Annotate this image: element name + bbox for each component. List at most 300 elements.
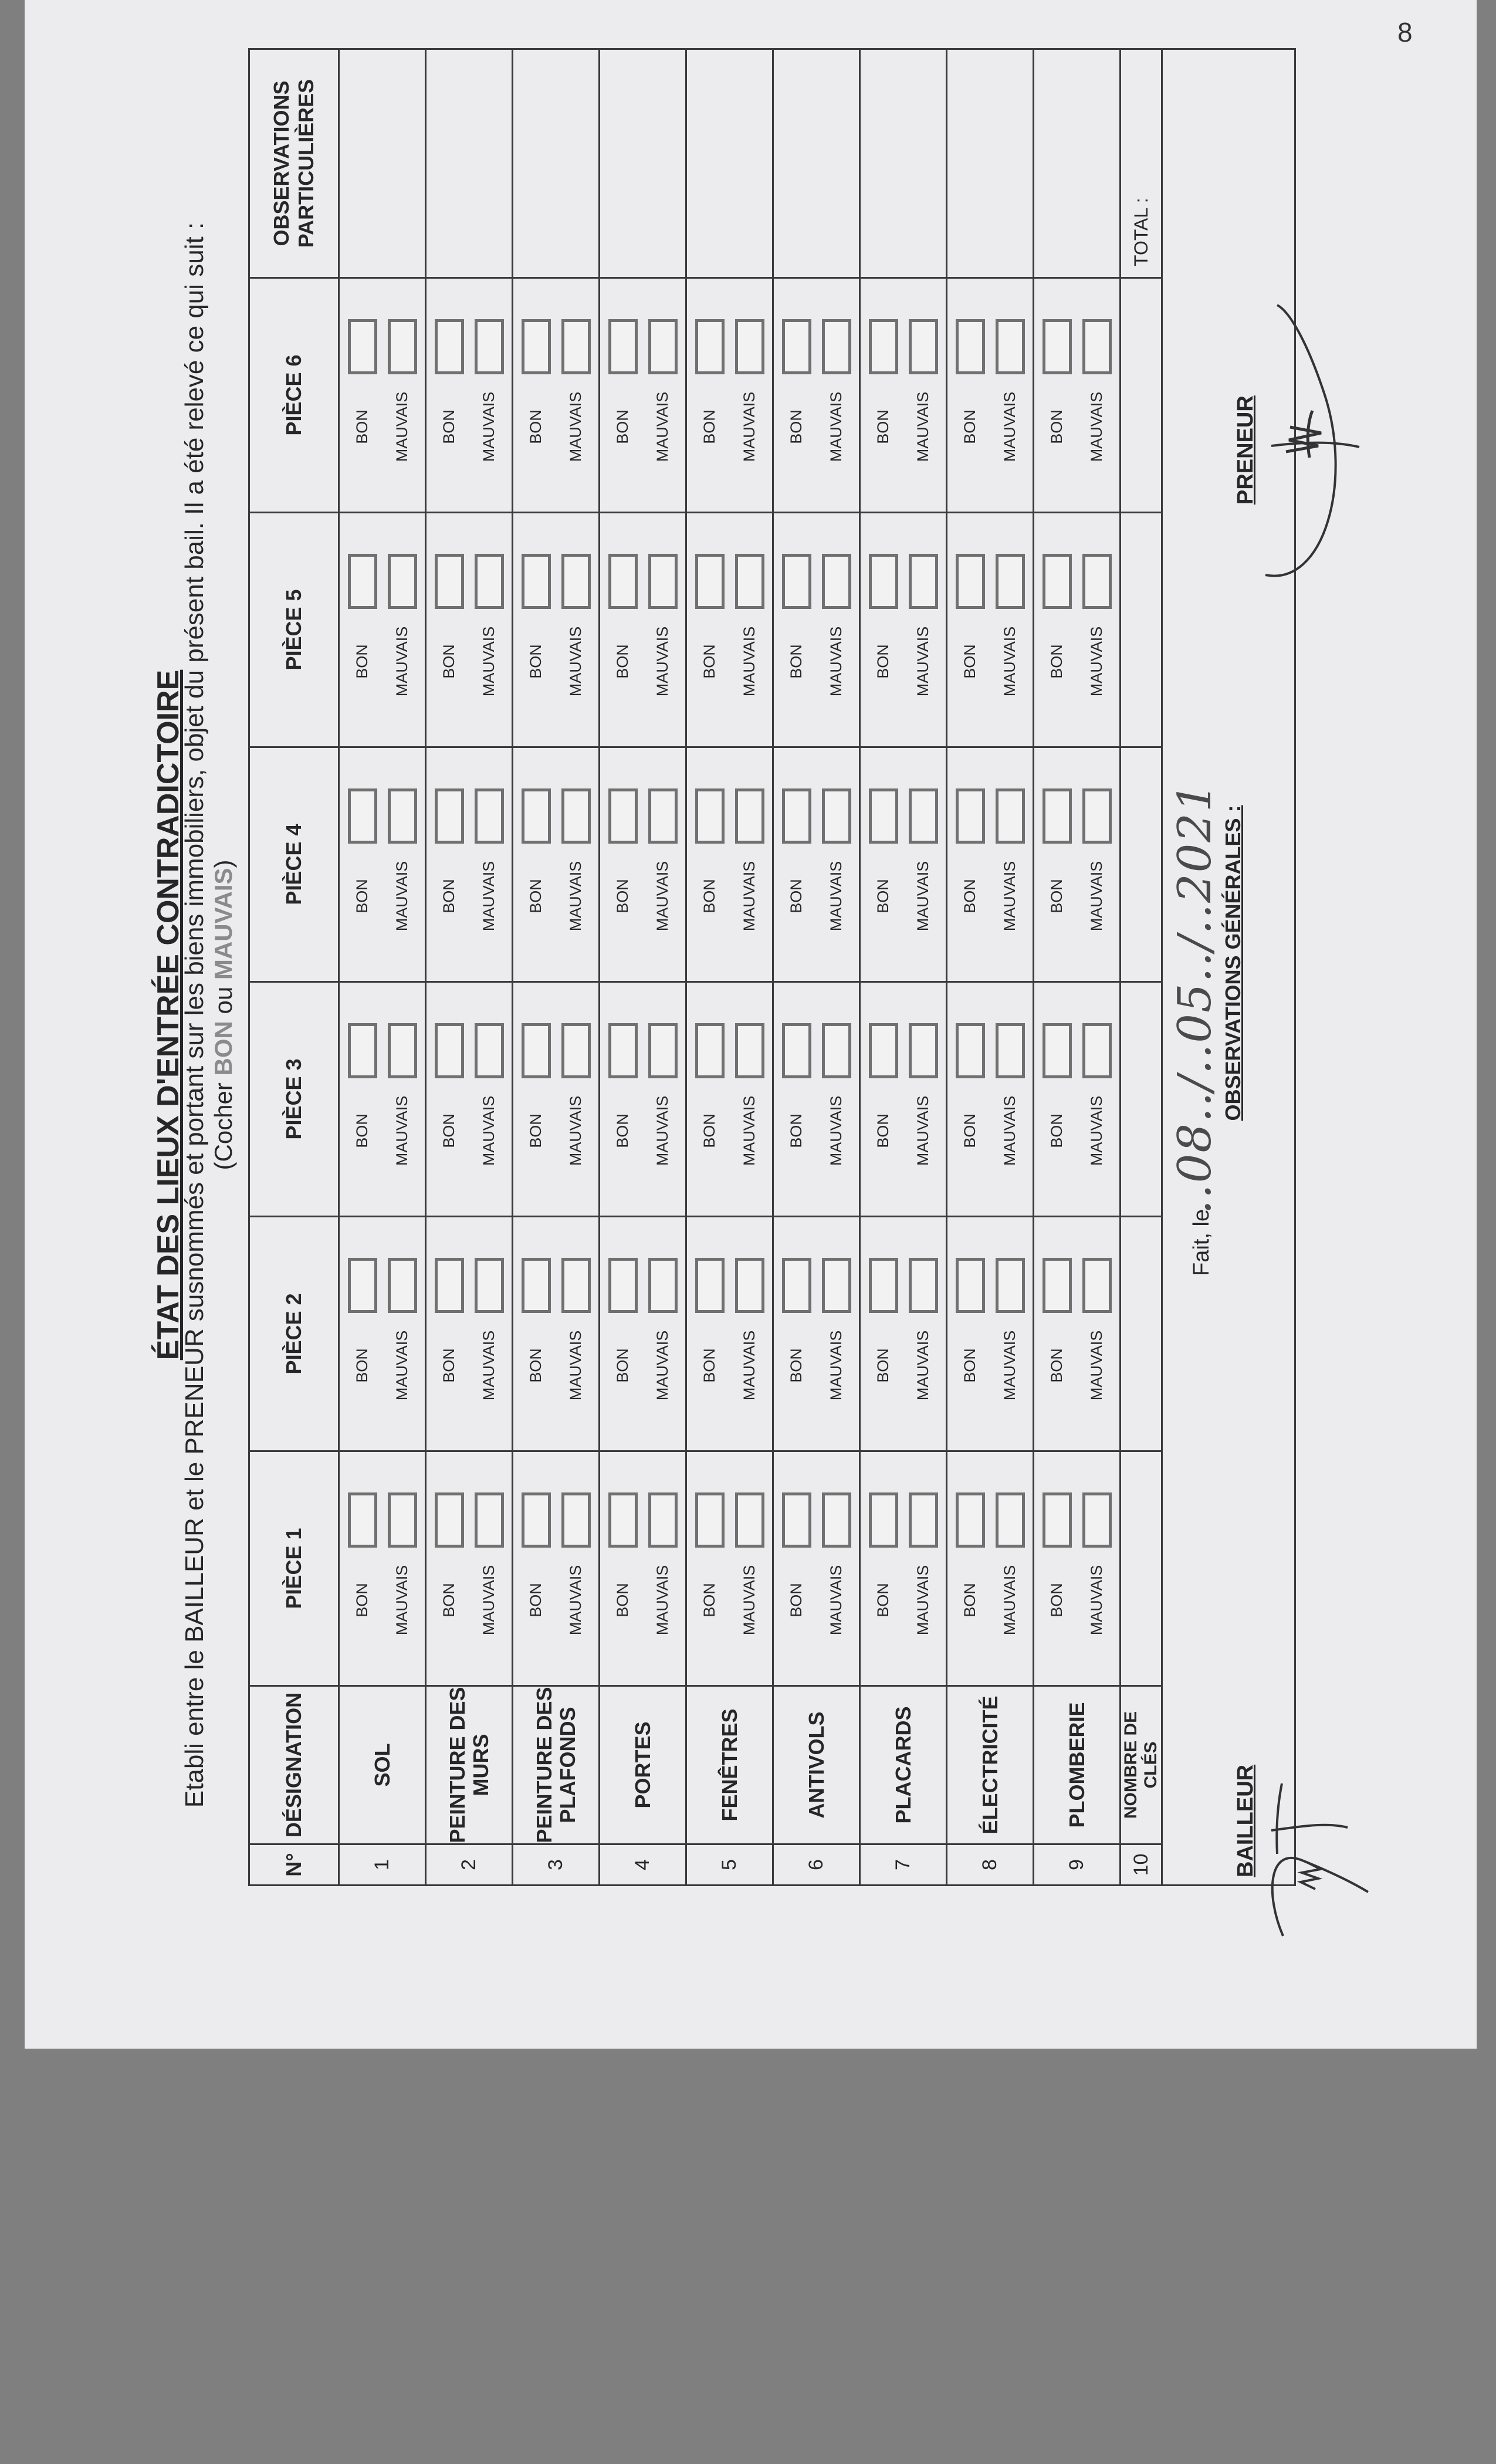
mauvais-option <box>903 279 943 512</box>
room-state-cell <box>513 513 600 747</box>
bon-checkbox[interactable] <box>1043 554 1072 610</box>
bon-checkbox[interactable] <box>348 320 377 375</box>
bon-checkbox[interactable] <box>608 1024 638 1079</box>
mauvais-option <box>730 748 770 981</box>
bon-checkbox[interactable] <box>1043 1024 1072 1079</box>
bon-checkbox[interactable] <box>782 554 811 610</box>
bon-checkbox[interactable] <box>608 1493 638 1548</box>
mauvais-checkbox[interactable] <box>475 1258 504 1314</box>
bon-option <box>950 1217 990 1450</box>
bon-checkbox[interactable] <box>956 1493 985 1548</box>
keys-cell[interactable] <box>1121 513 1162 747</box>
mauvais-checkbox[interactable] <box>648 320 678 375</box>
room-state-cell <box>426 1451 513 1686</box>
mauvais-checkbox[interactable] <box>735 554 764 610</box>
mauvais-checkbox[interactable] <box>735 1493 764 1548</box>
bon-checkbox[interactable] <box>956 554 985 610</box>
mauvais-checkbox[interactable] <box>735 789 764 844</box>
bon-checkbox[interactable] <box>695 1024 725 1079</box>
bon-checkbox[interactable] <box>695 789 725 844</box>
mauvais-option <box>643 1452 683 1685</box>
bailleur-signature <box>1260 1772 1371 1948</box>
mauvais-label: MAUVAIS <box>654 391 671 462</box>
keys-total: TOTAL : <box>1121 49 1162 278</box>
room-state-cell <box>1034 1451 1121 1686</box>
bon-checkbox[interactable] <box>782 1493 811 1548</box>
mauvais-label: MAUVAIS <box>567 1330 584 1401</box>
mauvais-checkbox[interactable] <box>561 1493 591 1548</box>
bon-checkbox[interactable] <box>956 320 985 375</box>
bon-checkbox[interactable] <box>782 1024 811 1079</box>
bon-checkbox[interactable] <box>348 1258 377 1314</box>
mauvais-checkbox[interactable] <box>735 1258 764 1314</box>
mauvais-option <box>556 748 596 981</box>
bon-label: BON <box>1048 644 1065 679</box>
mauvais-checkbox[interactable] <box>909 789 938 844</box>
row-designation: PEINTURE DES MURS <box>426 1686 513 1844</box>
bon-option <box>429 1452 469 1685</box>
mauvais-checkbox[interactable] <box>388 1493 417 1548</box>
row-number: 5 <box>686 1844 773 1886</box>
bon-label: BON <box>527 409 544 444</box>
bon-checkbox[interactable] <box>435 1493 464 1548</box>
mauvais-checkbox[interactable] <box>1082 554 1112 610</box>
bon-checkbox[interactable] <box>522 554 551 610</box>
mauvais-option <box>730 1217 770 1450</box>
mauvais-checkbox[interactable] <box>388 554 417 610</box>
mauvais-option <box>383 1452 422 1685</box>
bon-option <box>343 983 383 1216</box>
room-state-cell <box>860 513 947 747</box>
mauvais-checkbox[interactable] <box>475 554 504 610</box>
bon-option <box>690 513 730 746</box>
mauvais-option <box>556 983 596 1216</box>
room-state-cell <box>1034 278 1121 513</box>
mauvais-option <box>990 1217 1030 1450</box>
room-state-cell <box>513 1451 600 1686</box>
bon-label: BON <box>527 1113 544 1148</box>
mauvais-checkbox[interactable] <box>388 320 417 375</box>
instruction-suffix: ) <box>209 859 237 868</box>
bon-checkbox[interactable] <box>695 320 725 375</box>
mauvais-option <box>383 513 422 746</box>
bon-checkbox[interactable] <box>608 789 638 844</box>
bon-label: BON <box>1048 409 1065 444</box>
bon-label: BON <box>527 879 544 913</box>
mauvais-label: MAUVAIS <box>393 1330 411 1401</box>
keys-cell[interactable] <box>1121 1217 1162 1451</box>
mauvais-checkbox[interactable] <box>1082 789 1112 844</box>
bon-checkbox[interactable] <box>522 320 551 375</box>
mauvais-label: MAUVAIS <box>1088 626 1105 697</box>
header-observations: OBSERVATIONS PARTICULIÈRES <box>249 49 339 278</box>
mauvais-checkbox[interactable] <box>648 789 678 844</box>
bon-option <box>864 748 903 981</box>
bon-label: BON <box>440 1113 458 1148</box>
keys-cell[interactable] <box>1121 747 1162 982</box>
mauvais-label: MAUVAIS <box>480 1330 497 1401</box>
mauvais-option <box>1077 1452 1117 1685</box>
mauvais-option <box>990 1452 1030 1685</box>
row-designation: ÉLECTRICITÉ <box>947 1686 1034 1844</box>
room-state-cell <box>947 1451 1034 1686</box>
bon-label: BON <box>961 1583 979 1617</box>
mauvais-checkbox[interactable] <box>822 320 851 375</box>
bon-option <box>429 279 469 512</box>
bon-label: BON <box>874 409 892 444</box>
mauvais-checkbox[interactable] <box>996 789 1025 844</box>
mauvais-label: MAUVAIS <box>1001 391 1018 462</box>
bon-label: BON <box>961 644 979 679</box>
rotated-form <box>151 47 1371 1983</box>
room-state-cell <box>947 1217 1034 1451</box>
bon-checkbox[interactable] <box>435 320 464 375</box>
bon-checkbox[interactable] <box>522 1024 551 1079</box>
mauvais-checkbox[interactable] <box>822 1258 851 1314</box>
bon-option <box>690 983 730 1216</box>
mauvais-checkbox[interactable] <box>648 1024 678 1079</box>
mauvais-checkbox[interactable] <box>561 1024 591 1079</box>
mauvais-checkbox[interactable] <box>822 554 851 610</box>
intro-text: Etabli entre le BAILLEUR et le PRENEUR susnommés et portant sur les biens immobiliers, objet du présent bail. Il a été relevé ce qui suit : <box>180 222 209 1808</box>
bon-option <box>864 279 903 512</box>
bon-label: BON <box>527 1348 544 1383</box>
mauvais-label: MAUVAIS <box>914 1330 932 1401</box>
room-state-cell <box>773 1217 860 1451</box>
table-row <box>513 49 600 1886</box>
row-observation-cell[interactable] <box>513 49 600 278</box>
bon-checkbox[interactable] <box>869 320 898 375</box>
bon-checkbox[interactable] <box>348 554 377 610</box>
bon-checkbox[interactable] <box>522 1493 551 1548</box>
mauvais-checkbox[interactable] <box>996 554 1025 610</box>
mauvais-label: MAUVAIS <box>480 626 497 697</box>
bon-checkbox[interactable] <box>1043 789 1072 844</box>
bon-label: BON <box>1048 1583 1065 1617</box>
bon-option <box>1037 279 1077 512</box>
bon-label: BON <box>440 879 458 913</box>
bon-checkbox[interactable] <box>1043 1258 1072 1314</box>
bon-option <box>429 513 469 746</box>
room-state-cell <box>339 278 426 513</box>
bon-checkbox[interactable] <box>869 789 898 844</box>
mauvais-option <box>643 748 683 981</box>
bon-option <box>603 1452 643 1685</box>
mauvais-option <box>1077 513 1117 746</box>
mauvais-option <box>817 279 857 512</box>
bon-option <box>864 1452 903 1685</box>
mauvais-label: MAUVAIS <box>480 391 497 462</box>
bon-checkbox[interactable] <box>869 1258 898 1314</box>
bon-checkbox[interactable] <box>869 554 898 610</box>
bon-checkbox[interactable] <box>782 789 811 844</box>
mauvais-checkbox[interactable] <box>388 1024 417 1079</box>
mauvais-label: MAUVAIS <box>567 626 584 697</box>
mauvais-checkbox[interactable] <box>1082 320 1112 375</box>
bon-option <box>516 513 556 746</box>
bon-checkbox[interactable] <box>348 1024 377 1079</box>
room-state-cell <box>860 1217 947 1451</box>
mauvais-option <box>643 279 683 512</box>
bon-checkbox[interactable] <box>1043 1493 1072 1548</box>
bon-label: BON <box>614 1113 631 1148</box>
bon-label: BON <box>961 879 979 913</box>
room-state-cell <box>773 278 860 513</box>
table-row <box>600 49 686 1886</box>
bon-option <box>950 983 990 1216</box>
bon-label: BON <box>527 1583 544 1617</box>
mauvais-option <box>990 513 1030 746</box>
bon-checkbox[interactable] <box>956 1024 985 1079</box>
bon-label: BON <box>874 644 892 679</box>
bon-label: BON <box>700 879 718 913</box>
mauvais-label: MAUVAIS <box>1001 861 1018 932</box>
bon-option <box>777 1452 817 1685</box>
instruction-or: ou <box>209 980 237 1021</box>
mauvais-label: MAUVAIS <box>1001 626 1018 697</box>
mauvais-option <box>730 279 770 512</box>
bon-option <box>429 1217 469 1450</box>
preneur-label: PRENEUR <box>1233 395 1258 505</box>
mauvais-checkbox[interactable] <box>996 320 1025 375</box>
bon-option <box>603 513 643 746</box>
mauvais-checkbox[interactable] <box>561 320 591 375</box>
mauvais-checkbox[interactable] <box>996 1024 1025 1079</box>
mauvais-checkbox[interactable] <box>996 1493 1025 1548</box>
mauvais-checkbox[interactable] <box>735 1024 764 1079</box>
bon-checkbox[interactable] <box>956 789 985 844</box>
row-observation-cell[interactable] <box>860 49 947 278</box>
bon-label: BON <box>614 409 631 444</box>
mauvais-checkbox[interactable] <box>475 1493 504 1548</box>
room-state-cell <box>860 982 947 1217</box>
bon-label: BON <box>353 1348 371 1383</box>
room-state-cell <box>600 513 686 747</box>
room-state-cell <box>860 747 947 982</box>
mauvais-option <box>469 1217 509 1450</box>
row-designation: PLACARDS <box>860 1686 947 1844</box>
mauvais-label: MAUVAIS <box>827 391 845 462</box>
bon-label: BON <box>614 644 631 679</box>
bon-option <box>343 279 383 512</box>
bon-option <box>603 748 643 981</box>
room-state-cell <box>773 1451 860 1686</box>
mauvais-checkbox[interactable] <box>561 1258 591 1314</box>
mauvais-label: MAUVAIS <box>1001 1330 1018 1401</box>
bon-checkbox[interactable] <box>435 1024 464 1079</box>
mauvais-option <box>817 1217 857 1450</box>
mauvais-label: MAUVAIS <box>480 1095 497 1166</box>
bon-checkbox[interactable] <box>435 1258 464 1314</box>
mauvais-option <box>469 1452 509 1685</box>
mauvais-checkbox[interactable] <box>822 1024 851 1079</box>
mauvais-checkbox[interactable] <box>648 554 678 610</box>
bon-checkbox[interactable] <box>348 789 377 844</box>
bon-checkbox[interactable] <box>435 789 464 844</box>
bon-checkbox[interactable] <box>956 1258 985 1314</box>
bon-option <box>950 1452 990 1685</box>
bon-label: BON <box>787 409 805 444</box>
page-number: 8 <box>1397 17 1413 48</box>
mauvais-label: MAUVAIS <box>393 861 411 932</box>
mauvais-checkbox[interactable] <box>561 554 591 610</box>
bon-checkbox[interactable] <box>782 1258 811 1314</box>
bon-label: BON <box>440 1348 458 1383</box>
general-observations-label: OBSERVATIONS GÉNÉRALES : <box>1221 805 1245 1121</box>
table-row <box>686 49 773 1886</box>
bon-option <box>950 748 990 981</box>
row-designation: SOL <box>339 1686 426 1844</box>
table-row <box>860 49 947 1886</box>
room-state-cell <box>339 513 426 747</box>
mauvais-option <box>643 1217 683 1450</box>
mauvais-checkbox[interactable] <box>822 1493 851 1548</box>
mauvais-option <box>990 748 1030 981</box>
mauvais-label: MAUVAIS <box>393 626 411 697</box>
bon-option <box>603 279 643 512</box>
mauvais-label: MAUVAIS <box>827 1095 845 1166</box>
mauvais-option <box>990 279 1030 512</box>
row-observation-cell[interactable] <box>1034 49 1121 278</box>
bon-checkbox[interactable] <box>608 554 638 610</box>
table-row <box>1034 49 1121 1886</box>
mauvais-option <box>990 983 1030 1216</box>
keys-cell[interactable] <box>1121 278 1162 513</box>
bon-checkbox[interactable] <box>695 1493 725 1548</box>
keys-row-number: 10 <box>1121 1844 1162 1886</box>
mauvais-checkbox[interactable] <box>822 789 851 844</box>
row-observation-cell[interactable] <box>686 49 773 278</box>
bon-checkbox[interactable] <box>782 320 811 375</box>
bon-checkbox[interactable] <box>695 554 725 610</box>
instruction-prefix: (Cocher <box>209 1075 237 1170</box>
bon-label: BON <box>440 409 458 444</box>
mauvais-checkbox[interactable] <box>909 1258 938 1314</box>
bon-checkbox[interactable] <box>1043 320 1072 375</box>
bon-option <box>1037 1452 1077 1685</box>
mauvais-label: MAUVAIS <box>567 391 584 462</box>
mauvais-label: MAUVAIS <box>914 391 932 462</box>
bon-label: BON <box>961 1348 979 1383</box>
row-number: 9 <box>1034 1844 1121 1886</box>
mauvais-checkbox[interactable] <box>388 1258 417 1314</box>
bon-option <box>777 1217 817 1450</box>
bon-checkbox[interactable] <box>348 1493 377 1548</box>
mauvais-checkbox[interactable] <box>648 1258 678 1314</box>
bon-label: BON <box>874 1113 892 1148</box>
mauvais-checkbox[interactable] <box>1082 1258 1112 1314</box>
row-designation: ANTIVOLS <box>773 1686 860 1844</box>
mauvais-checkbox[interactable] <box>388 789 417 844</box>
mauvais-checkbox[interactable] <box>475 1024 504 1079</box>
bon-checkbox[interactable] <box>869 1493 898 1548</box>
bon-label: BON <box>874 879 892 913</box>
bon-option <box>690 748 730 981</box>
instruction-bon: BON <box>209 1021 237 1076</box>
mauvais-checkbox[interactable] <box>735 320 764 375</box>
bon-checkbox[interactable] <box>869 1024 898 1079</box>
mauvais-option <box>817 513 857 746</box>
row-observation-cell[interactable] <box>600 49 686 278</box>
room-state-cell <box>686 1217 773 1451</box>
room-state-cell <box>1034 747 1121 982</box>
room-state-cell <box>426 1217 513 1451</box>
room-state-cell <box>686 1451 773 1686</box>
room-state-cell <box>426 747 513 982</box>
bon-label: BON <box>353 879 371 913</box>
mauvais-checkbox[interactable] <box>909 554 938 610</box>
mauvais-option <box>1077 748 1117 981</box>
mauvais-checkbox[interactable] <box>909 1024 938 1079</box>
bon-option <box>777 279 817 512</box>
room-state-cell <box>513 982 600 1217</box>
keys-cell[interactable] <box>1121 982 1162 1217</box>
bon-option <box>343 1452 383 1685</box>
row-number: 3 <box>513 1844 600 1886</box>
mauvais-checkbox[interactable] <box>1082 1493 1112 1548</box>
mauvais-label: MAUVAIS <box>567 1565 584 1636</box>
intro-instruction <box>209 47 238 1983</box>
instruction-mauvais: MAUVAIS <box>209 868 237 980</box>
mauvais-label: MAUVAIS <box>740 1330 758 1401</box>
room-state-cell <box>600 747 686 982</box>
bon-checkbox[interactable] <box>608 320 638 375</box>
bon-checkbox[interactable] <box>435 554 464 610</box>
header-piece-1: PIÈCE 1 <box>249 1451 339 1686</box>
room-state-cell <box>947 278 1034 513</box>
mauvais-checkbox[interactable] <box>1082 1024 1112 1079</box>
header-piece-6: PIÈCE 6 <box>249 278 339 513</box>
mauvais-checkbox[interactable] <box>909 1493 938 1548</box>
bon-checkbox[interactable] <box>522 789 551 844</box>
mauvais-checkbox[interactable] <box>475 789 504 844</box>
bon-checkbox[interactable] <box>522 1258 551 1314</box>
row-observation-cell[interactable] <box>426 49 513 278</box>
mauvais-option <box>1077 983 1117 1216</box>
mauvais-checkbox[interactable] <box>561 789 591 844</box>
bon-label: BON <box>1048 1348 1065 1383</box>
bon-label: BON <box>787 1583 805 1617</box>
row-observation-cell[interactable] <box>339 49 426 278</box>
handwritten-date: ..08../..05../..2021 <box>1169 781 1221 1214</box>
bon-option <box>690 1452 730 1685</box>
mauvais-checkbox[interactable] <box>648 1493 678 1548</box>
room-state-cell <box>513 278 600 513</box>
mauvais-label: MAUVAIS <box>567 861 584 932</box>
mauvais-option <box>643 983 683 1216</box>
row-number: 7 <box>860 1844 947 1886</box>
room-state-cell <box>947 982 1034 1217</box>
row-observation-cell[interactable] <box>773 49 860 278</box>
bon-checkbox[interactable] <box>695 1258 725 1314</box>
bon-label: BON <box>787 879 805 913</box>
row-observation-cell[interactable] <box>947 49 1034 278</box>
bon-checkbox[interactable] <box>608 1258 638 1314</box>
bon-label: BON <box>961 409 979 444</box>
row-number: 8 <box>947 1844 1034 1886</box>
bon-label: BON <box>787 644 805 679</box>
row-designation: PLOMBERIE <box>1034 1686 1121 1844</box>
room-state-cell <box>513 1217 600 1451</box>
room-state-cell <box>1034 1217 1121 1451</box>
mauvais-checkbox[interactable] <box>475 320 504 375</box>
mauvais-checkbox[interactable] <box>909 320 938 375</box>
mauvais-label: MAUVAIS <box>740 1565 758 1636</box>
mauvais-checkbox[interactable] <box>996 1258 1025 1314</box>
mauvais-option <box>730 513 770 746</box>
keys-cell[interactable] <box>1121 1451 1162 1686</box>
mauvais-label: MAUVAIS <box>654 1565 671 1636</box>
